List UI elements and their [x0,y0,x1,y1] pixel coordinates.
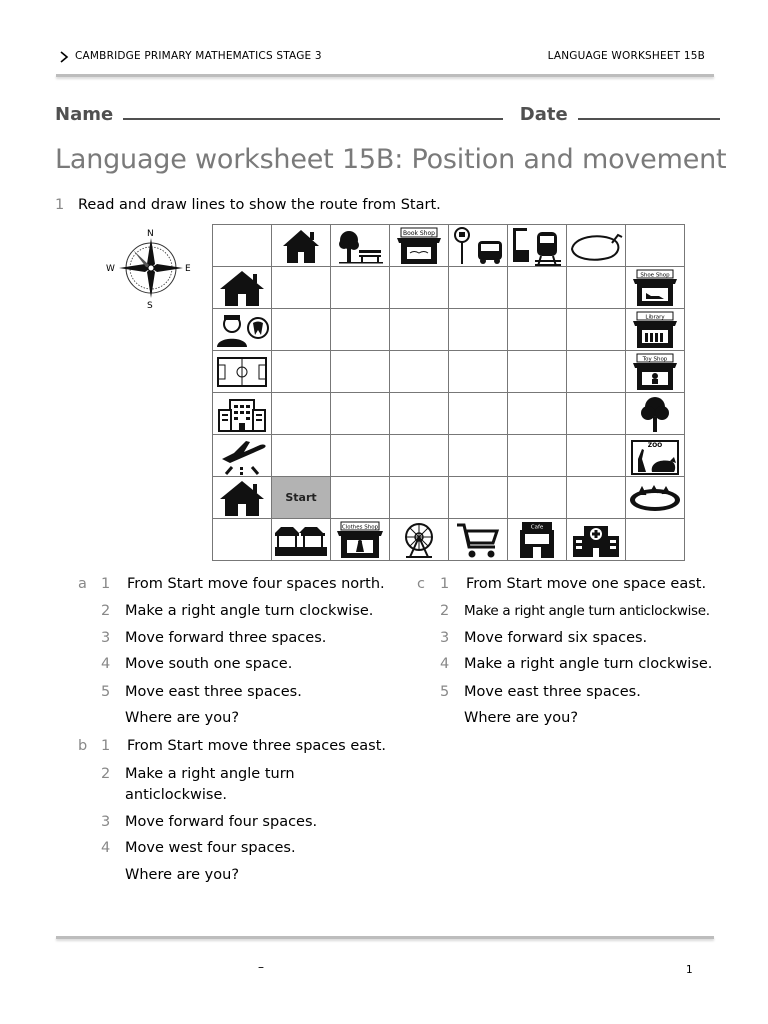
step-text: Move east three spaces. [464,684,641,700]
grid-cell[interactable] [390,435,449,477]
grid-cell[interactable] [508,309,567,351]
house-icon [281,228,321,264]
grid-cell[interactable] [390,225,449,267]
step-number: 2 [440,603,450,619]
grid-cell[interactable] [272,225,331,267]
step-text: Make a right angle turn clockwise. [125,603,374,619]
start-cell[interactable] [272,477,331,519]
grid-cell[interactable] [626,351,685,393]
grid-cell[interactable] [626,225,685,267]
header-divider [56,74,714,77]
library-label: Library [645,314,665,320]
step-number: 3 [440,630,450,646]
grid-cell[interactable] [331,519,390,561]
library-icon [631,311,679,349]
grid-cell[interactable] [213,267,272,309]
swimming-pool-icon [628,483,682,513]
grid-cell[interactable] [626,309,685,351]
step-text: anticlockwise. [125,787,228,803]
hospital-building-icon [216,396,268,432]
bus-stop-icon [452,227,504,265]
step-text: Move forward three spaces. [125,630,327,646]
compass-n: N [147,229,154,239]
step-number: 2 [101,603,111,619]
grid-cell[interactable] [272,435,331,477]
grid-cell[interactable] [449,309,508,351]
grid-cell[interactable] [331,351,390,393]
grid-cell[interactable] [390,477,449,519]
step-number: 1 [101,576,111,592]
lake-icon [568,229,624,263]
grid-cell[interactable] [508,477,567,519]
shoe-shop-icon [631,269,679,307]
zoo-label: ZOO [647,441,663,449]
start-label: Start [285,491,317,504]
compass-rose-icon [105,228,195,310]
cafe-label: Cafe [530,524,544,530]
page-title: Language worksheet 15B: Position and movement [55,144,727,175]
grid-cell[interactable] [449,351,508,393]
book-shop-label: Book Shop [403,229,435,237]
where-question: Where are you? [125,710,240,726]
grid-cell[interactable] [567,225,626,267]
grid-cell[interactable] [508,267,567,309]
grid-cell[interactable] [213,225,272,267]
grid-cell[interactable] [508,351,567,393]
name-label: Name [55,104,114,125]
grid-cell[interactable] [449,477,508,519]
step-number: 3 [101,814,111,830]
grid-cell[interactable] [626,267,685,309]
tree-icon [639,395,671,433]
grid-cell[interactable] [272,309,331,351]
header-worksheet-id: LANGUAGE WORKSHEET 15B [547,50,705,62]
compass-e: E [185,264,191,274]
grid-cell[interactable] [508,435,567,477]
step-text: From Start move one space east. [466,576,707,592]
section-label: a [78,576,87,592]
cafe-icon [517,521,557,559]
shoe-shop-label: Shoe Shop [640,272,670,278]
grid-cell[interactable] [390,519,449,561]
grid-cell[interactable] [626,477,685,519]
footer-dash: – [258,960,264,974]
grid-cell[interactable] [272,351,331,393]
toy-shop-label: Toy Shop [642,356,668,362]
shopping-cart-icon [455,521,501,559]
question-1 [55,197,441,213]
airport-icon [216,437,268,475]
grid-cell[interactable] [508,519,567,561]
where-question: Where are you? [464,710,579,726]
grid-cell[interactable] [449,435,508,477]
grid-cell[interactable] [626,435,685,477]
house-icon [218,479,266,517]
grid-cell[interactable] [390,351,449,393]
compass-w: W [106,264,115,274]
grid-cell[interactable] [331,435,390,477]
header-course-title: CAMBRIDGE PRIMARY MATHEMATICS STAGE 3 [75,50,322,62]
grid-cell[interactable] [567,393,626,435]
clothes-shop-label: Clothes Shop [341,524,379,530]
grid-cell[interactable] [449,225,508,267]
grid-cell[interactable] [272,519,331,561]
step-text: Make a right angle turn clockwise. [464,656,713,672]
date-field-line[interactable] [578,102,720,120]
dentist-icon [214,312,270,348]
grid-cell[interactable] [567,477,626,519]
grid-cell[interactable] [567,309,626,351]
step-number: 1 [440,576,450,592]
market-stalls-icon [273,523,329,557]
grid-cell[interactable] [626,393,685,435]
step-text: From Start move three spaces east. [127,738,386,754]
grid-cell[interactable] [390,309,449,351]
grid-cell[interactable] [508,393,567,435]
grid-cell[interactable] [331,477,390,519]
name-date-line [55,102,720,125]
grid-cell[interactable] [213,351,272,393]
chevron-right-icon [60,51,69,63]
grid-cell[interactable] [213,309,272,351]
grid-cell[interactable] [567,351,626,393]
grid-cell[interactable] [213,393,272,435]
house-icon [218,269,266,307]
step-number: 4 [101,656,111,672]
grid-cell[interactable] [331,309,390,351]
step-number: 2 [101,766,111,782]
football-pitch-icon [216,356,268,388]
grid-cell[interactable] [213,435,272,477]
hospital-icon [570,522,622,558]
section-label: c [417,576,425,592]
train-station-icon [511,226,563,266]
grid-cell[interactable] [272,267,331,309]
grid-cell[interactable] [626,519,685,561]
step-text: Make a right angle turn anticlockwise. [464,603,710,619]
clothes-shop-icon [335,521,385,559]
date-label: Date [519,104,568,125]
grid-cell[interactable] [508,225,567,267]
page-number: 1 [686,964,693,976]
name-field-line[interactable] [123,102,503,120]
grid-cell[interactable] [390,267,449,309]
step-text: Move west four spaces. [125,840,296,856]
step-text: Move forward six spaces. [464,630,648,646]
step-number: 4 [101,840,111,856]
step-number: 4 [440,656,450,672]
step-number: 3 [101,630,111,646]
question-number: 1 [55,197,65,213]
grid-cell[interactable] [449,519,508,561]
step-text: Move forward four spaces. [125,814,318,830]
ferris-wheel-icon [401,521,437,559]
footer-divider [56,936,714,939]
grid-cell[interactable] [390,393,449,435]
question-text: Read and draw lines to show the route from Start. [78,197,441,213]
park-bench-icon [335,228,385,264]
grid-cell[interactable] [567,519,626,561]
step-number: 5 [101,684,111,700]
grid-cell[interactable] [567,267,626,309]
grid-cell[interactable] [449,393,508,435]
grid-cell[interactable] [449,267,508,309]
grid-cell[interactable] [331,267,390,309]
grid-cell[interactable] [331,393,390,435]
step-number: 1 [101,738,111,754]
section-label: b [78,738,88,754]
book-shop-icon [395,227,443,265]
toy-shop-icon [631,353,679,391]
step-text: Make a right angle turn [125,766,295,782]
where-question: Where are you? [125,867,240,883]
zoo-icon [630,437,680,475]
grid-cell[interactable] [213,519,272,561]
grid-cell[interactable] [272,393,331,435]
map-grid [212,224,685,559]
step-text: From Start move four spaces north. [127,576,385,592]
grid-cell[interactable] [213,477,272,519]
step-text: Move south one space. [125,656,293,672]
compass-s: S [147,301,153,310]
step-text: Move east three spaces. [125,684,302,700]
grid-cell[interactable] [567,435,626,477]
grid-cell[interactable] [331,225,390,267]
step-number: 5 [440,684,450,700]
